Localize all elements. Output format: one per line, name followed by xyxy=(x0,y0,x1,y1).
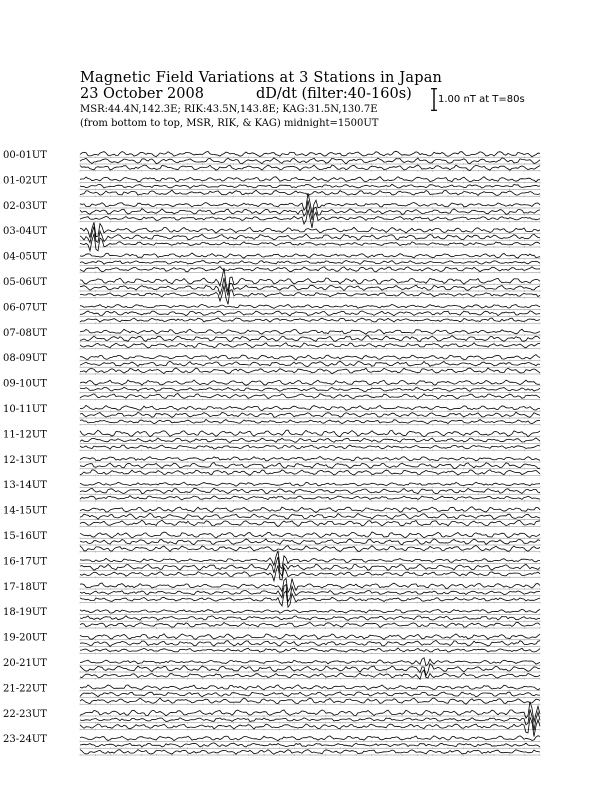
hour-label-21-22ut: 21-22UT xyxy=(3,683,47,695)
trace-04-05ut-rik xyxy=(80,260,540,264)
component-text: dD/dt (filter:40-160s) xyxy=(256,86,412,102)
trace-13-14ut-kag xyxy=(80,482,540,486)
trace-21-22ut-kag xyxy=(80,685,540,690)
trace-03-04ut-msr xyxy=(80,234,540,251)
trace-21-22ut-rik xyxy=(80,692,540,697)
trace-10-11ut-kag xyxy=(80,405,540,410)
hour-label-00-01ut: 00-01UT xyxy=(3,150,47,161)
trace-09-10ut-rik xyxy=(80,387,540,391)
hour-label-02-03ut: 02-03UT xyxy=(3,200,47,212)
trace-23-24ut-kag xyxy=(80,736,540,741)
hour-label-12-13ut: 12-13UT xyxy=(3,454,47,466)
trace-layer xyxy=(80,151,540,754)
trace-00-01ut-msr xyxy=(80,165,540,171)
hour-label-16-17ut: 16-17UT xyxy=(3,556,47,568)
trace-11-12ut-msr xyxy=(80,445,540,449)
trace-00-01ut-kag xyxy=(80,151,540,157)
hour-label-15-16ut: 15-16UT xyxy=(3,531,47,542)
hour-label-20-21ut: 20-21UT xyxy=(3,658,47,669)
trace-08-09ut-rik xyxy=(80,361,540,366)
trace-08-09ut-kag xyxy=(80,355,540,360)
hour-label-10-11ut: 10-11UT xyxy=(3,404,47,415)
hour-label-19-20ut: 19-20UT xyxy=(3,632,47,644)
hour-label-04-05ut: 04-05UT xyxy=(3,251,47,263)
trace-04-05ut-kag xyxy=(80,253,540,258)
trace-19-20ut-rik xyxy=(80,641,540,647)
trace-09-10ut-kag xyxy=(80,380,540,385)
trace-10-11ut-msr xyxy=(80,419,540,423)
trace-04-05ut-msr xyxy=(80,267,540,273)
trace-15-16ut-msr xyxy=(80,546,540,552)
trace-13-14ut-msr xyxy=(80,496,540,500)
trace-07-08ut-kag xyxy=(80,329,540,334)
hour-label-01-02ut: 01-02UT xyxy=(3,175,47,187)
hour-label-09-10ut: 09-10UT xyxy=(3,378,47,390)
trace-18-19ut-rik xyxy=(80,616,540,621)
hour-label-22-23ut: 22-23UT xyxy=(3,708,47,720)
hour-label-07-08ut: 07-08UT xyxy=(3,327,47,339)
hour-label-23-24ut: 23-24UT xyxy=(3,734,47,746)
trace-01-02ut-kag xyxy=(80,177,540,182)
trace-14-15ut-rik xyxy=(80,513,540,519)
trace-19-20ut-kag xyxy=(80,634,540,640)
trace-17-18ut-kag xyxy=(80,578,540,592)
trace-09-10ut-msr xyxy=(80,394,540,399)
hour-label-05-06ut: 05-06UT xyxy=(3,277,47,288)
trace-16-17ut-kag xyxy=(80,551,540,569)
hour-label-17-18ut: 17-18UT xyxy=(3,581,47,593)
trace-07-08ut-msr xyxy=(80,343,540,348)
date-line xyxy=(80,86,412,102)
trace-12-13ut-msr xyxy=(80,470,540,476)
trace-01-02ut-rik xyxy=(80,184,540,188)
hour-label-06-07ut: 06-07UT xyxy=(3,302,47,314)
trace-15-16ut-rik xyxy=(80,539,540,545)
trace-07-08ut-rik xyxy=(80,336,540,342)
trace-08-09ut-msr xyxy=(80,368,540,374)
hour-label-13-14ut: 13-14UT xyxy=(3,480,47,492)
scale-label: 1.00 nT at T=80s xyxy=(438,94,525,105)
trace-19-20ut-msr xyxy=(80,648,540,652)
trace-12-13ut-kag xyxy=(80,457,540,461)
stations-line: MSR:44.4N,142.3E; RIK:43.5N,143.8E; KAG:31.5N,130.7E xyxy=(80,104,378,115)
hour-label-11-12ut: 11-12UT xyxy=(3,429,47,441)
hour-label-08-09ut: 08-09UT xyxy=(3,353,47,365)
grid-layer xyxy=(80,156,540,756)
trace-11-12ut-rik xyxy=(80,438,540,443)
trace-23-24ut-rik xyxy=(80,743,540,747)
trace-12-13ut-rik xyxy=(80,463,540,469)
order-note: (from bottom to top, MSR, RIK, & KAG) midnight=1500UT xyxy=(80,118,379,129)
trace-06-07ut-rik xyxy=(80,311,540,316)
trace-18-19ut-kag xyxy=(80,609,540,613)
hour-label-18-19ut: 18-19UT xyxy=(3,607,47,619)
trace-23-24ut-msr xyxy=(80,750,540,755)
hour-label-14-15ut: 14-15UT xyxy=(3,505,47,517)
scale-bar-icon xyxy=(431,88,437,111)
trace-06-07ut-msr xyxy=(80,318,540,322)
trace-14-15ut-kag xyxy=(80,507,540,513)
trace-06-07ut-kag xyxy=(80,304,540,308)
trace-18-19ut-msr xyxy=(80,622,540,627)
hour-label-layer xyxy=(3,150,47,745)
chart-title: Magnetic Field Variations at 3 Stations in Japan xyxy=(80,70,443,86)
trace-03-04ut-kag xyxy=(80,222,540,237)
date-text: 23 October 2008 xyxy=(80,86,204,102)
trace-01-02ut-msr xyxy=(80,190,540,195)
trace-13-14ut-rik xyxy=(80,488,540,493)
trace-10-11ut-rik xyxy=(80,412,540,417)
hour-label-03-04ut: 03-04UT xyxy=(3,226,47,238)
